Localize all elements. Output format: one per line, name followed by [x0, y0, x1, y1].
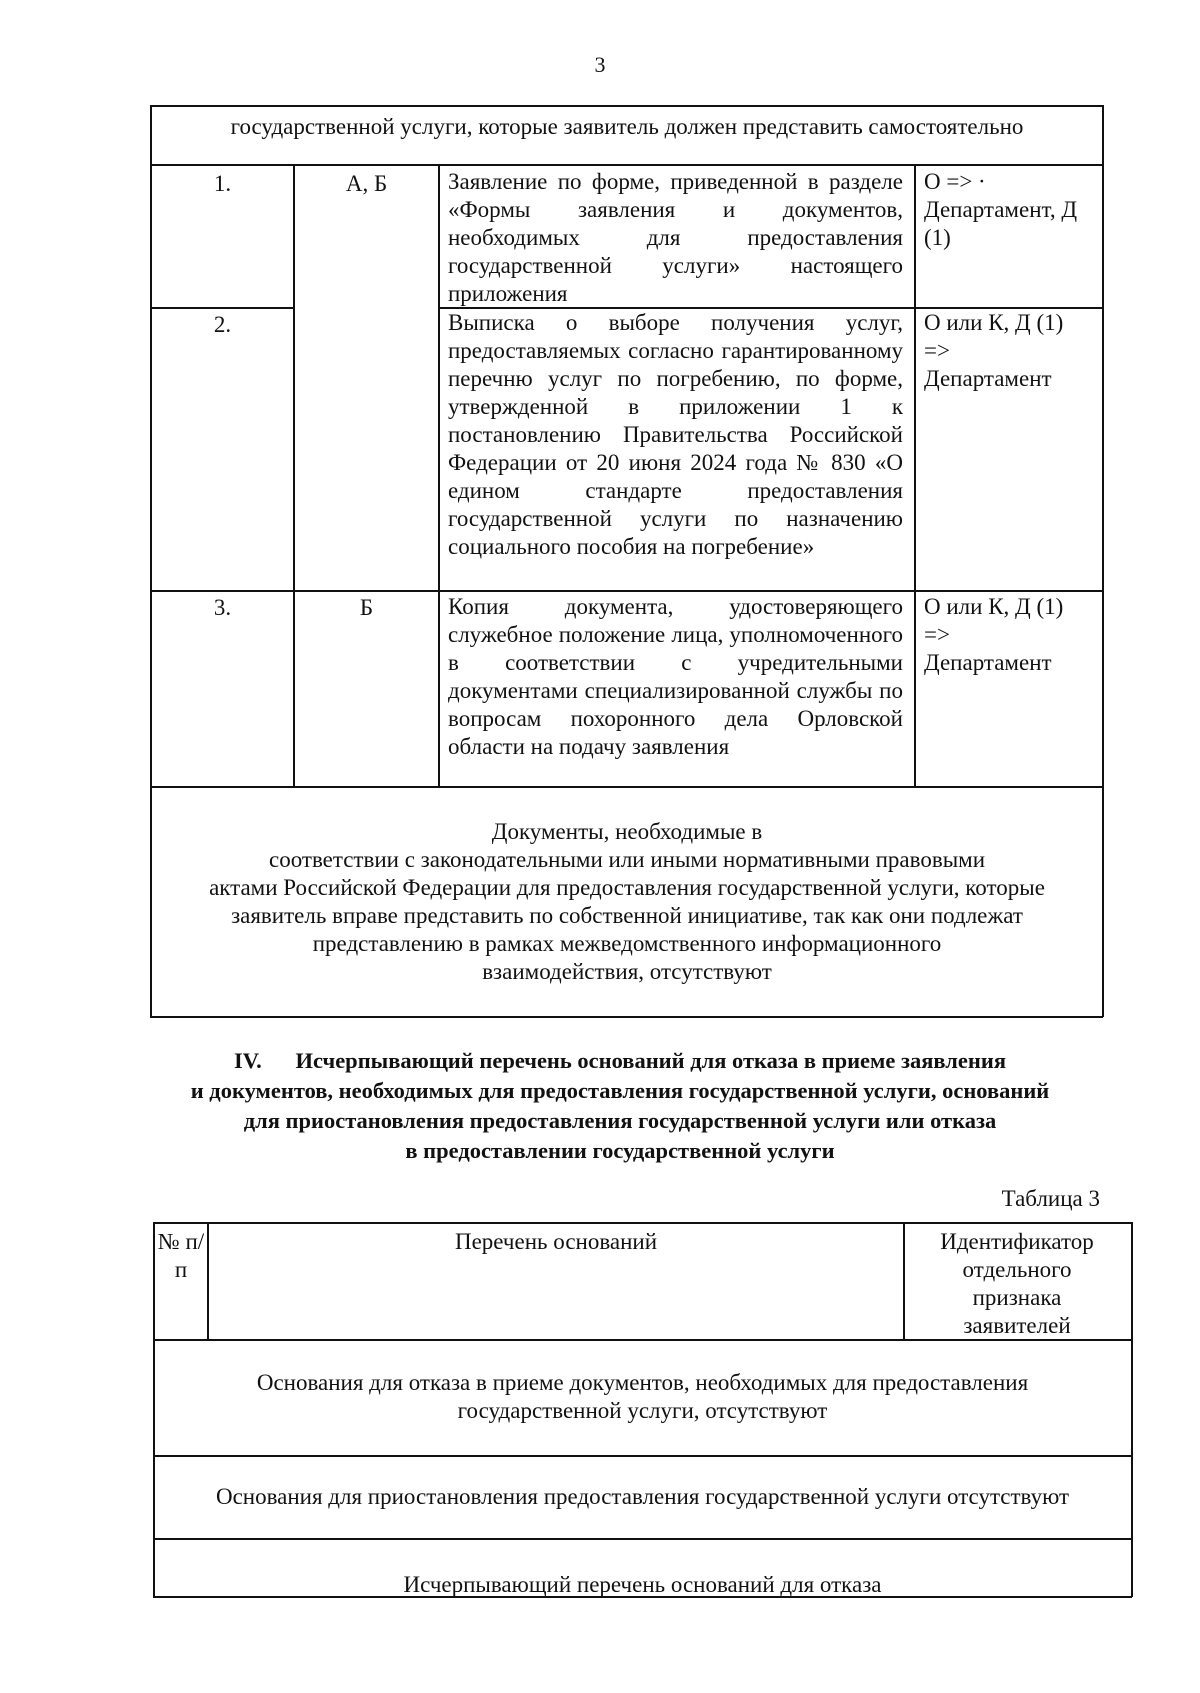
applicant-categories: Б	[359, 595, 374, 620]
page-number: 3	[594, 52, 606, 77]
document-description: Выписка о выборе получения услуг, предоставляемых согласно гарантированному перечню услуг по погребению, по форме, утвержденной в приложении 1 к постановлению Правительства Российской Федерации от 20 июня 2024 года № 830 «О едином стандарте предоставления государственной услуги по назначению социального пособия на погребение»	[448, 310, 903, 559]
submission-method: О или К, Д (1) => Департамент	[924, 594, 1064, 675]
header-grounds: Перечень оснований	[454, 1229, 658, 1254]
document-description: Заявление по форме, приведенной в разделе «Формы заявления и документов, необходимых для предоставления государственной услуги» настоящего приложения	[448, 169, 903, 306]
interagency-documents-note: Документы, необходимые в соответствии с законодательными или иными нормативными правовыми актами Российской Федерации для предоставления государственной услуги, которые заявитель вправе представить по собственной инициативе, так как они подлежат представлению в рамках межведомственного информационного взаимодействия, отсутствуют	[209, 819, 1045, 984]
applicant-categories: А, Б	[345, 171, 388, 196]
refusal-list-row: Исчерпывающий перечень оснований для отказа	[403, 1572, 882, 1597]
continuation-header: государственной услуги, которые заявитель должен представить самостоятельно	[230, 114, 1024, 139]
row-number: 3.	[213, 595, 232, 620]
section-heading: IV. Исчерпывающий перечень оснований для отказа в приеме заявления и документов, необходимых для предоставления государственной услуги, оснований для приостановления предоставления государственной услуги или отказа в предоставлении государственной услуги	[190, 1048, 1050, 1163]
submission-method: О или К, Д (1) => Департамент	[924, 310, 1064, 391]
refusal-grounds-row: Основания для отказа в приеме документов, необходимых для предоставления государственной услуги, отсутствуют	[256, 1370, 1029, 1423]
document-description: Копия документа, удостоверяющего служебное положение лица, уполномоченного в соответствии с учредительными документами специализированной службы по вопросам похоронного дела Орловской области на подачу заявления	[448, 594, 903, 759]
suspension-grounds-row: Основания для приостановления предоставления государственной услуги отсутствуют	[215, 1484, 1070, 1509]
row-number: 1.	[213, 171, 232, 196]
header-identifier: Идентификатор отдельного признака заявителей	[940, 1229, 1094, 1338]
submission-method: О => · Департамент, Д (1)	[924, 169, 1078, 250]
table-label: Таблица 3	[1001, 1186, 1100, 1211]
row-number: 2.	[213, 312, 232, 337]
header-number: № п/п	[157, 1229, 205, 1282]
